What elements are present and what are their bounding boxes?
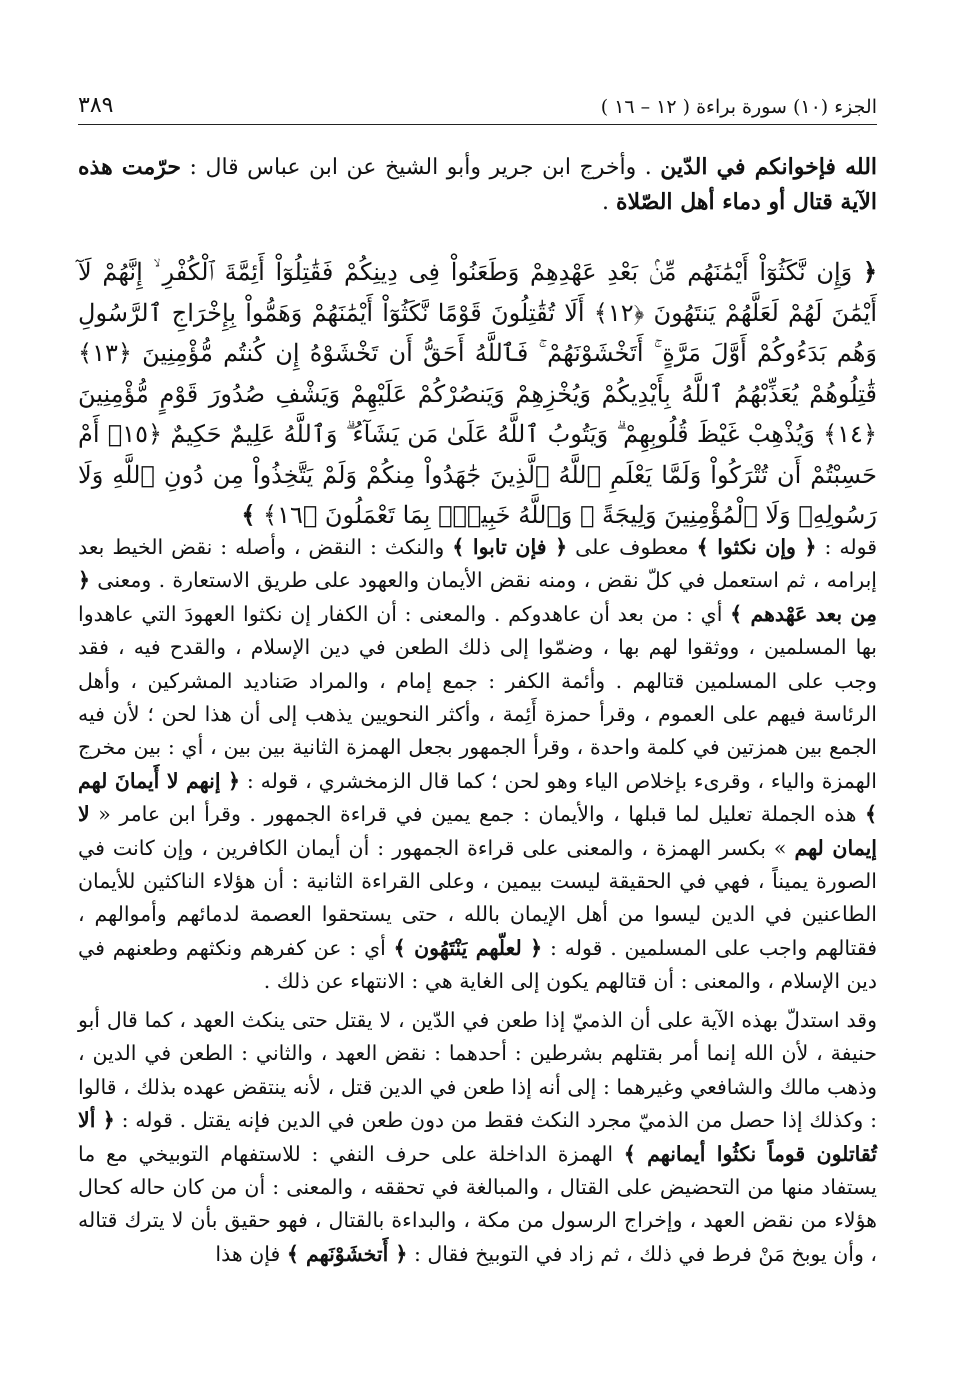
commentary-paragraph <box>78 531 877 999</box>
verse-close-bracket: ﴾ <box>241 500 256 529</box>
second-paragraph <box>78 1004 877 1271</box>
verse-text: وَإِن نَّكَثُوٓاْ أَيْمَٰنَهُم مِّنۢ بَعْدِ عَهْدِهِمْ وَطَعَنُواْ فِى دِينِكُمْ فَقَٰتِلُوٓاْ أَئِمَّةَ ٱلْكُفْرِ ۙ إِنَّهُمْ لَآ أَيْمَٰنَ لَهُمْ لَعَلَّهُمْ يَنتَهُونَ ﴿١٢﴾ أَلَا تُقَٰتِلُونَ قَوْمًا نَّكَثُوٓاْ أَيْمَٰنَهُمْ وَهَمُّواْ بِإِخْرَاجِ ٱلرَّسُولِ وَهُم بَدَءُوكُمْ أَوَّلَ مَرَّةٍ ۚ أَتَخْشَوْنَهُمْ ۚ فَٱللَّهُ أَحَقُّ أَن تَخْشَوْهُ إِن كُنتُم مُّؤْمِنِينَ ﴿١٣﴾ قَٰتِلُوهُمْ يُعَذِّبْهُمُ ٱللَّهُ بِأَيْدِيكُمْ وَيُخْزِهِمْ وَيَنصُرْكُمْ عَلَيْهِمْ وَيَشْفِ صُدُورَ قَوْمٍ مُّؤْمِنِينَ ﴿١٤﴾ وَيُذْهِبْ غَيْظَ قُلُوبِهِمْ ۗ وَيَتُوبُ ٱللَّهُ عَلَىٰ مَن يَشَآءُ ۗ وَٱللَّهُ عَلِيمٌ حَكِيمٌ ﴿١٥﴾ أَمْ حَسِبْتُمْ أَن تُتْرَكُواْ وَلَمَّا يَعْلَمِ ٱللَّهُ ٱلَّذِينَ جَٰهَدُواْ مِنكُمْ وَلَمْ يَتَّخِذُواْ مِن دُونِ ٱللَّهِ وَلَا رَسُولِهِۦ وَلَا ٱلْمُؤْمِنِينَ وَلِيجَةً ۚ وَٱللَّهُ خَبِيرٌۢ بِمَا تَعْمَلُونَ ﴿١٦﴾ <box>78 258 878 529</box>
quoted-phrase: ﴿ أَتخشَوْنَهم ﴾ <box>286 1241 408 1266</box>
commentary-text: » بكسر الهمزة ، والمعنى على قراءة الجمهور : أن أيمان الكافرين ، وإن كانت في الصورة يميناً ، فهي في الحقيقة ليست بيمين ، وعلى القراءة الثانية : أن هؤلاء الناكثين للأيمان الطاعنين في الدين ليسوا من أهل الإيمان بالله ، حتى يستحقوا العصمة لدمائهم وأموالهم ، فقتالهم واجب على المسلمين . قوله : <box>78 835 877 960</box>
paragraph-text: فإن هذا <box>215 1241 287 1266</box>
quoted-phrase: ﴿ ألا تُقاتلون قوماً نكثُوا أيمانهم ﴾ <box>78 1108 877 1166</box>
quoted-phrase: لا إيمان لهم <box>78 802 877 860</box>
quoted-phrase: ﴿ مِن بعد عَهْدهم ﴾ <box>78 568 877 626</box>
commentary-text: معطوف على <box>567 535 697 559</box>
quoted-phrase: ﴿ فإن تابوا ﴾ <box>452 535 568 559</box>
intro-paragraph <box>78 150 877 220</box>
quoted-phrase: ﴿ إنهم لا أَيمانَ لهم ﴾ <box>78 768 877 827</box>
intro-text: . وأخرج ابن جرير وأبو الشيخ عن ابن عباس قال : <box>181 155 661 180</box>
intro-bold-end: حرّمت هذه الآية قتال أو دماء أهل الصّلاة <box>78 154 877 215</box>
commentary-text: هذه الجملة تعليل لما قبلها ، والأيمان : جمع يمين في قراءة الجمهور . وقرأ ابن عامر « <box>89 802 865 827</box>
commentary-text: أي : عن كفرهم ونكثهم وطعنهم في دين الإسلام ، والمعنى : أن قتالهم يكون إلى الغاية هي : الانتهاء عن ذلك . <box>78 935 877 994</box>
quran-verses <box>78 252 877 536</box>
page-header <box>78 94 877 125</box>
quoted-phrase: ﴿ لعلّهم يَنْتَهُون ﴾ <box>393 935 543 960</box>
paragraph-text: الهمزة الداخلة على حرف النفي : للاستفهام التوبيخي مع ما يستفاد منها من التحضيض على القتال ، والمبالغة في تحققه ، والمعنى : أن من كان حاله كحال هؤلاء من نقض العهد ، وإخراج الرسول من مكة ، والبداءة بالقتال ، فهو حقيق بأن لا يترك قتاله ، وأن يوبخ مَنْ فرط في ذلك ، ثم زاد في التوبيخ فقال : <box>78 1141 877 1266</box>
quoted-phrase: ﴿ وإن نكثوا ﴾ <box>696 535 817 559</box>
commentary-text: قوله : <box>816 535 877 559</box>
paragraph-text: وقد استدلّ بهذه الآية على أن الذميّ إذا طعن في الدّين ، لا يقتل حتى ينكث العهد ، كما قال أبو حنيفة ، لأن الله إنما أمر بقتلهم بشرطين : أحدهما : نقض العهد ، والثاني : الطعن في الدين ، وذهب مالك والشافعي وغيرهما : إلى أنه إذا طعن في الدين قتل ، لأنه ينتقض عهده بذلك ، قالوا : وكذلك إذا حصل من الذميّ مجرد النكث فقط من دون طعن في الدين فإنه يقتل . قوله : <box>78 1008 877 1133</box>
commentary-text: والنكث : النقض ، وأصله : نقض الخيط بعد إبرامه ، ثم استعمل في كلّ نقض ، ومنه نقض الأيمان والعهود على طريق الاستعارة . ومعنى <box>78 535 877 593</box>
intro-end: . <box>601 190 616 215</box>
intro-bold-start: الله فإخوانكم في الدّين <box>660 154 878 180</box>
commentary-text: أي : من بعد أن عاهدوكم . والمعنى : أن الكفار إن نكثوا العهودَ التي عاهدوا بها المسلمين ، ووثقوا لهم بها ، وضمّوا إلى ذلك الطعن في دين الإسلام ، والقدح فيه ، فقد وجب على المسلمين قتالهم . وأئمة الكفر : جمع إمام ، والمراد صَناديد المشركين ، وأهل الرئاسة فيهم على العموم ، وقرأ حمزة أَئِمة ، وأكثر النحويين يذهب إلى أن هذا لحن ؛ لأن فيه الجمع بين همزتين في كلمة واحدة ، وقرأ الجمهور بجعل الهمزة الثانية بين بين ، أي : بين مخرج الهمزة والياء ، وقرىء بإخلاص الياء وهو لحن ؛ كما قال الزمخشري ، قوله : <box>78 601 877 793</box>
running-title: الجزء (١٠) سورة براءة ( ١٢ – ١٦ ) <box>600 96 877 118</box>
verse-open-bracket: ﴿ <box>862 257 877 286</box>
page-number: ٣٨٩ <box>78 93 114 118</box>
